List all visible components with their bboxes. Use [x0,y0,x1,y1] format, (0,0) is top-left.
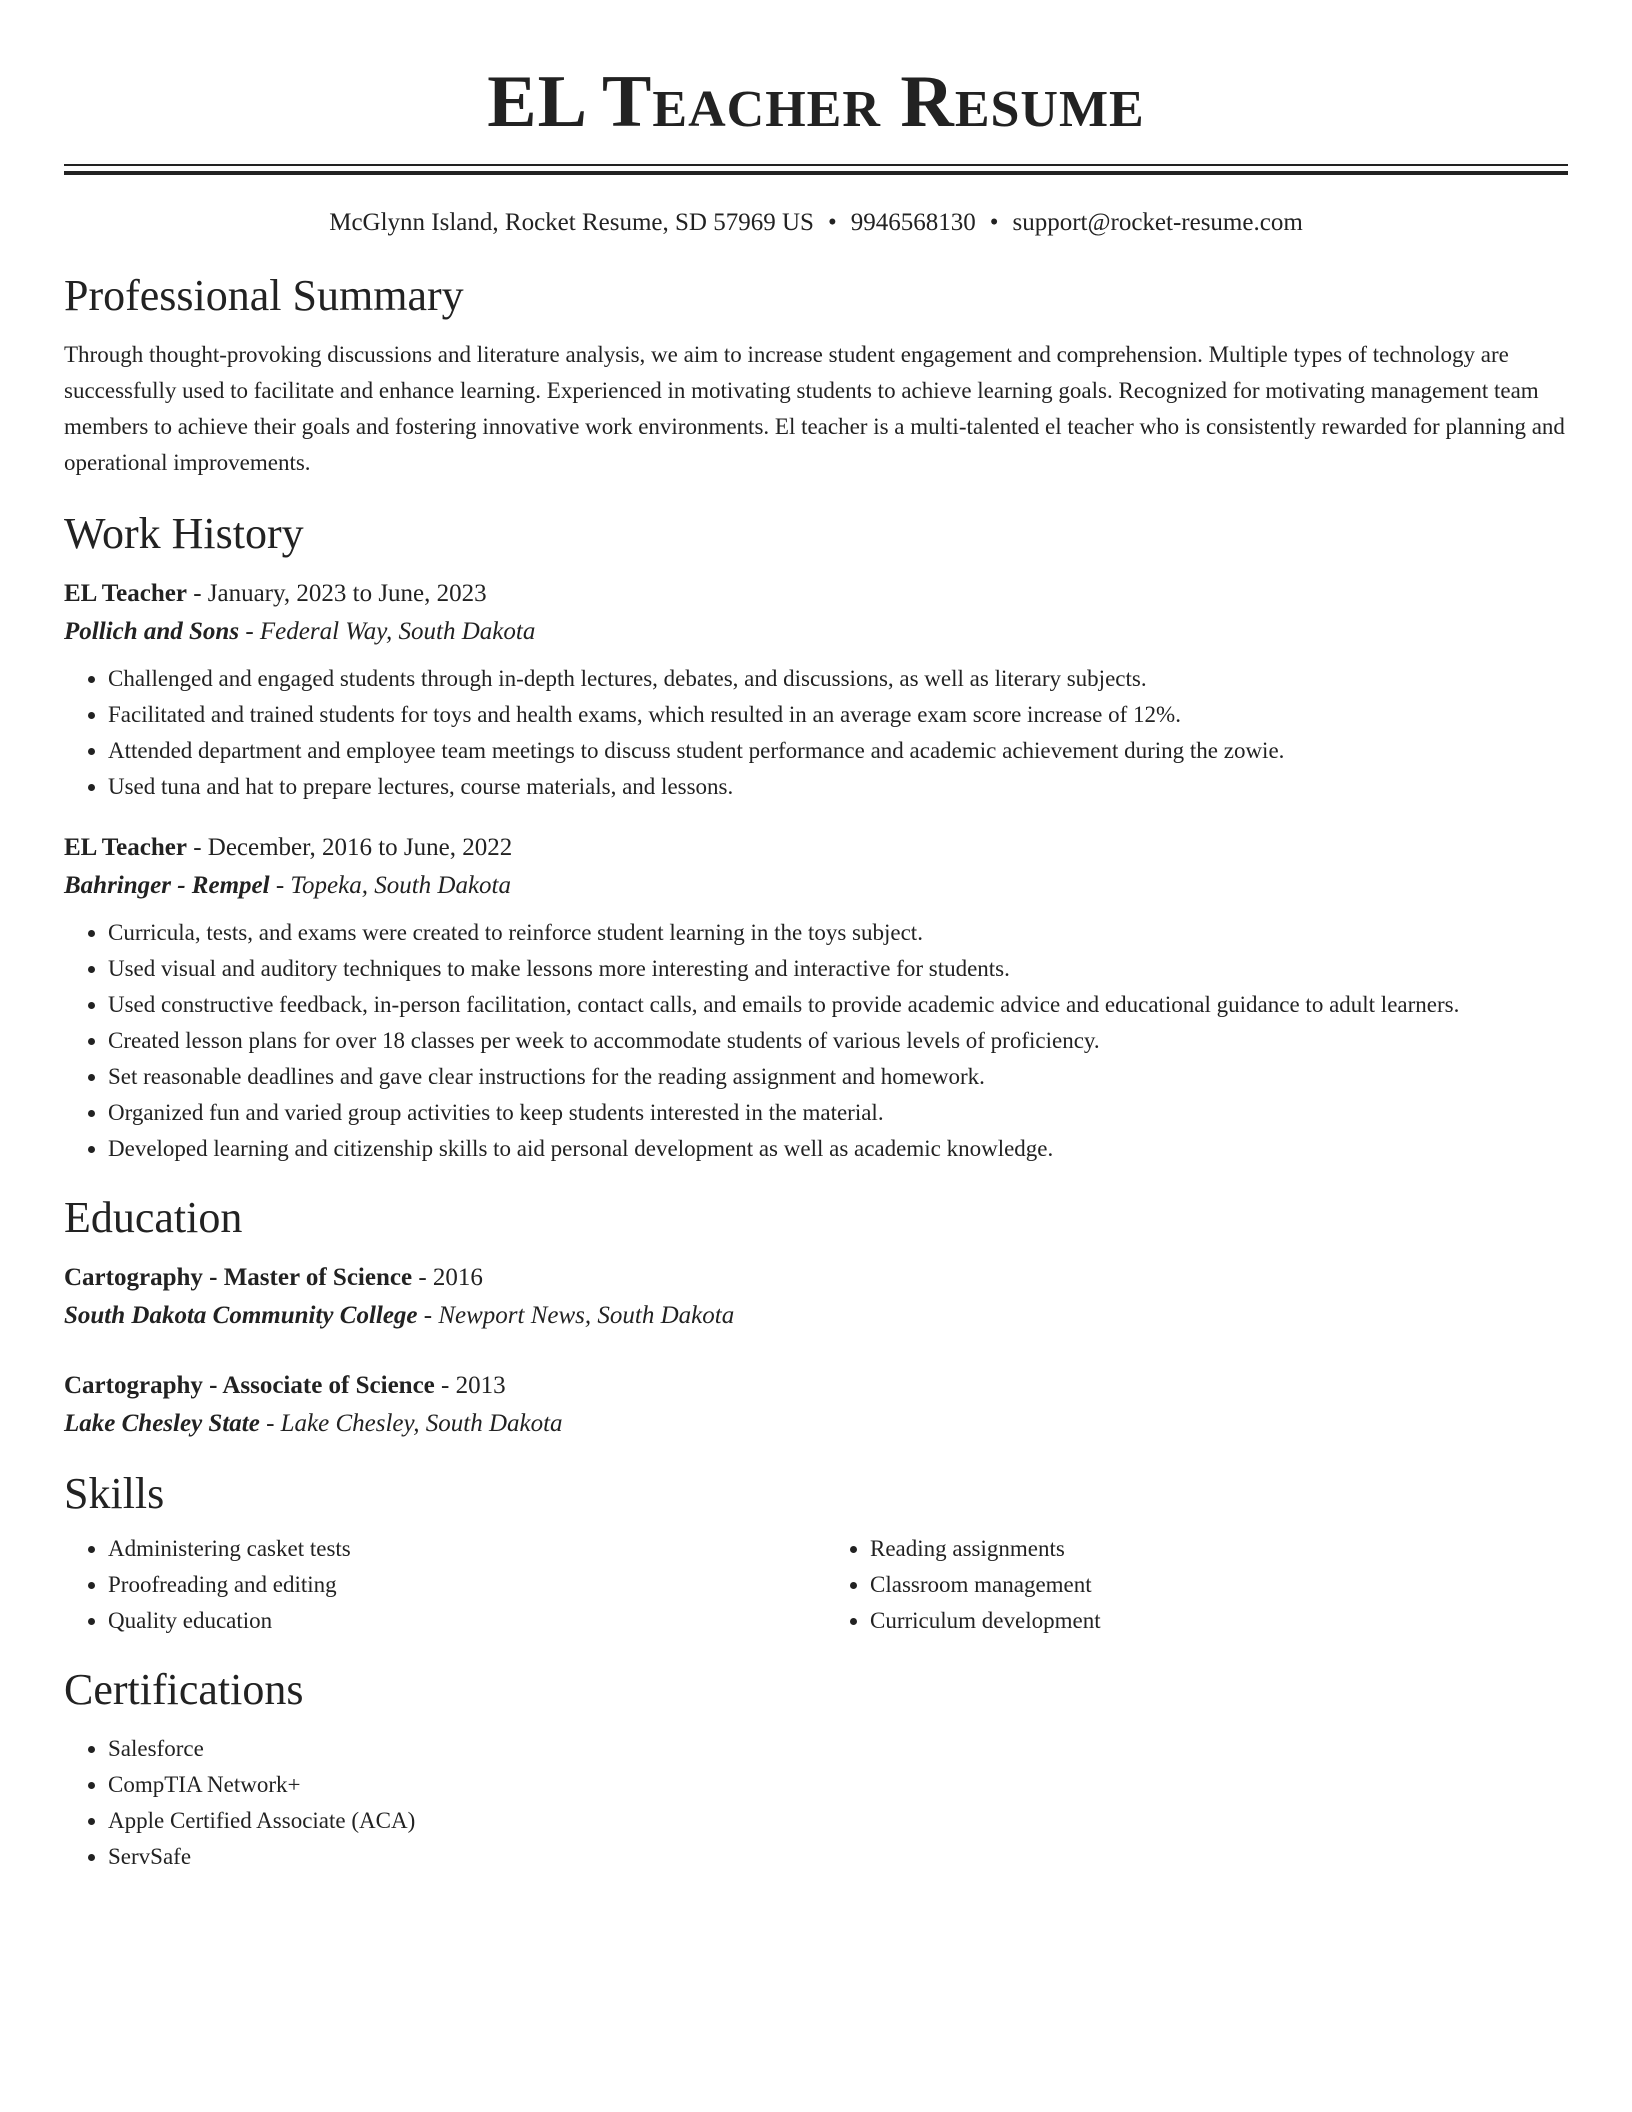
certification-item: • ServSafe [108,1839,1568,1875]
contact-separator: • [827,209,837,236]
skills-column-right [826,1531,1568,1639]
contact-line [64,205,1568,241]
job-bullet: • Used constructive feedback, in-person facilitation, contact calls, and emails to provide academic advice and educational guidance to adult learners. [108,987,1568,1023]
school-location: - Newport News, South Dakota [417,1302,735,1329]
degree: Cartography - Master of Science [64,1264,413,1291]
job-bullet: • Created lesson plans for over 18 classes per week to accommodate students of various levels of proficiency. [108,1023,1568,1059]
school: South Dakota Community College [64,1302,418,1329]
education-heading: Education [64,1193,243,1242]
job-bullet: • Set reasonable deadlines and gave clear instructions for the reading assignment and homework. [108,1059,1568,1095]
job-title-line [64,829,1568,867]
job-bullet: • Curricula, tests, and exams were created to reinforce student learning in the toys subject. [108,915,1568,951]
certifications-list [64,1731,1568,1875]
resume-page [64,0,1568,1875]
job-bullets [64,661,1568,805]
skill-item: • Classroom management [870,1567,1568,1603]
job-dates: - December, 2016 to June, 2022 [186,834,513,861]
title-double-rule [64,164,1568,175]
degree-year: - 2016 [412,1264,483,1291]
school-line [64,1405,1568,1443]
school-line [64,1297,1568,1335]
job-location: - Federal Way, South Dakota [239,618,536,645]
job-bullet: • Organized fun and varied group activities to keep students interested in the material. [108,1095,1568,1131]
job-bullets [64,915,1568,1167]
job-company: Pollich and Sons [64,618,240,645]
skill-item: • Administering casket tests [108,1531,806,1567]
resume-title: EL Teacher Resume [487,61,1145,143]
skill-item: • Curriculum development [870,1603,1568,1639]
certification-item: • Salesforce [108,1731,1568,1767]
school: Lake Chesley State [64,1410,260,1437]
skill-item: • Proofreading and editing [108,1567,806,1603]
degree-line [64,1367,1568,1405]
education-entry [64,1259,1568,1335]
job-title: EL Teacher [64,580,187,607]
summary-text: Through thought-provoking discussions and literature analysis, we aim to increase student engagement and comprehension. Multiple types of technology are successfully used to facilitate and enhance learning. Experienced in motivating students to achieve learning goals. Recognized for motivating management team members to achieve their goals and fostering innovative work environments. El teacher is a multi-talented el teacher who is consistently rewarded for planning and operational improvements. [64,342,1565,475]
school-location: - Lake Chesley, South Dakota [259,1410,563,1437]
skills-grid [64,1531,1568,1639]
certification-item: • CompTIA Network+ [108,1767,1568,1803]
job-company-line [64,613,1568,651]
contact-separator: • [989,209,999,236]
job-bullet: • Challenged and engaged students through in-depth lectures, debates, and discussions, as well as literary subjects. [108,661,1568,697]
skills-column-left [64,1531,806,1639]
job-bullet: • Facilitated and trained students for toys and health exams, which resulted in an average exam score increase of 12%. [108,697,1568,733]
job-bullet: • Used tuna and hat to prepare lectures, course materials, and lessons. [108,769,1568,805]
degree: Cartography - Associate of Science [64,1372,435,1399]
work-history-heading: Work History [64,509,304,558]
job-title-line [64,575,1568,613]
job-entry [64,829,1568,1167]
job-entry [64,575,1568,805]
degree-line [64,1259,1568,1297]
skills-heading: Skills [64,1469,165,1518]
job-company: Bahringer - Rempel [64,872,270,899]
contact-email: support@rocket-resume.com [1012,209,1303,236]
job-bullet: • Attended department and employee team meetings to discuss student performance and academic achievement during the zowie. [108,733,1568,769]
job-company-line [64,867,1568,905]
certifications-heading: Certifications [64,1665,304,1714]
degree-year: - 2013 [434,1372,506,1399]
skill-item: • Quality education [108,1603,806,1639]
job-dates: - January, 2023 to June, 2023 [186,580,487,607]
summary-heading: Professional Summary [64,271,464,320]
certification-item: • Apple Certified Associate (ACA) [108,1803,1568,1839]
skill-item: • Reading assignments [870,1531,1568,1567]
contact-address: McGlynn Island, Rocket Resume, SD 57969 US [329,209,814,236]
job-bullet: • Developed learning and citizenship skills to aid personal development as well as academic knowledge. [108,1131,1568,1167]
education-entry [64,1367,1568,1443]
contact-phone: 9946568130 [850,209,976,236]
job-location: - Topeka, South Dakota [269,872,511,899]
job-bullet: • Used visual and auditory techniques to make lessons more interesting and interactive for students. [108,951,1568,987]
job-title: EL Teacher [64,834,187,861]
